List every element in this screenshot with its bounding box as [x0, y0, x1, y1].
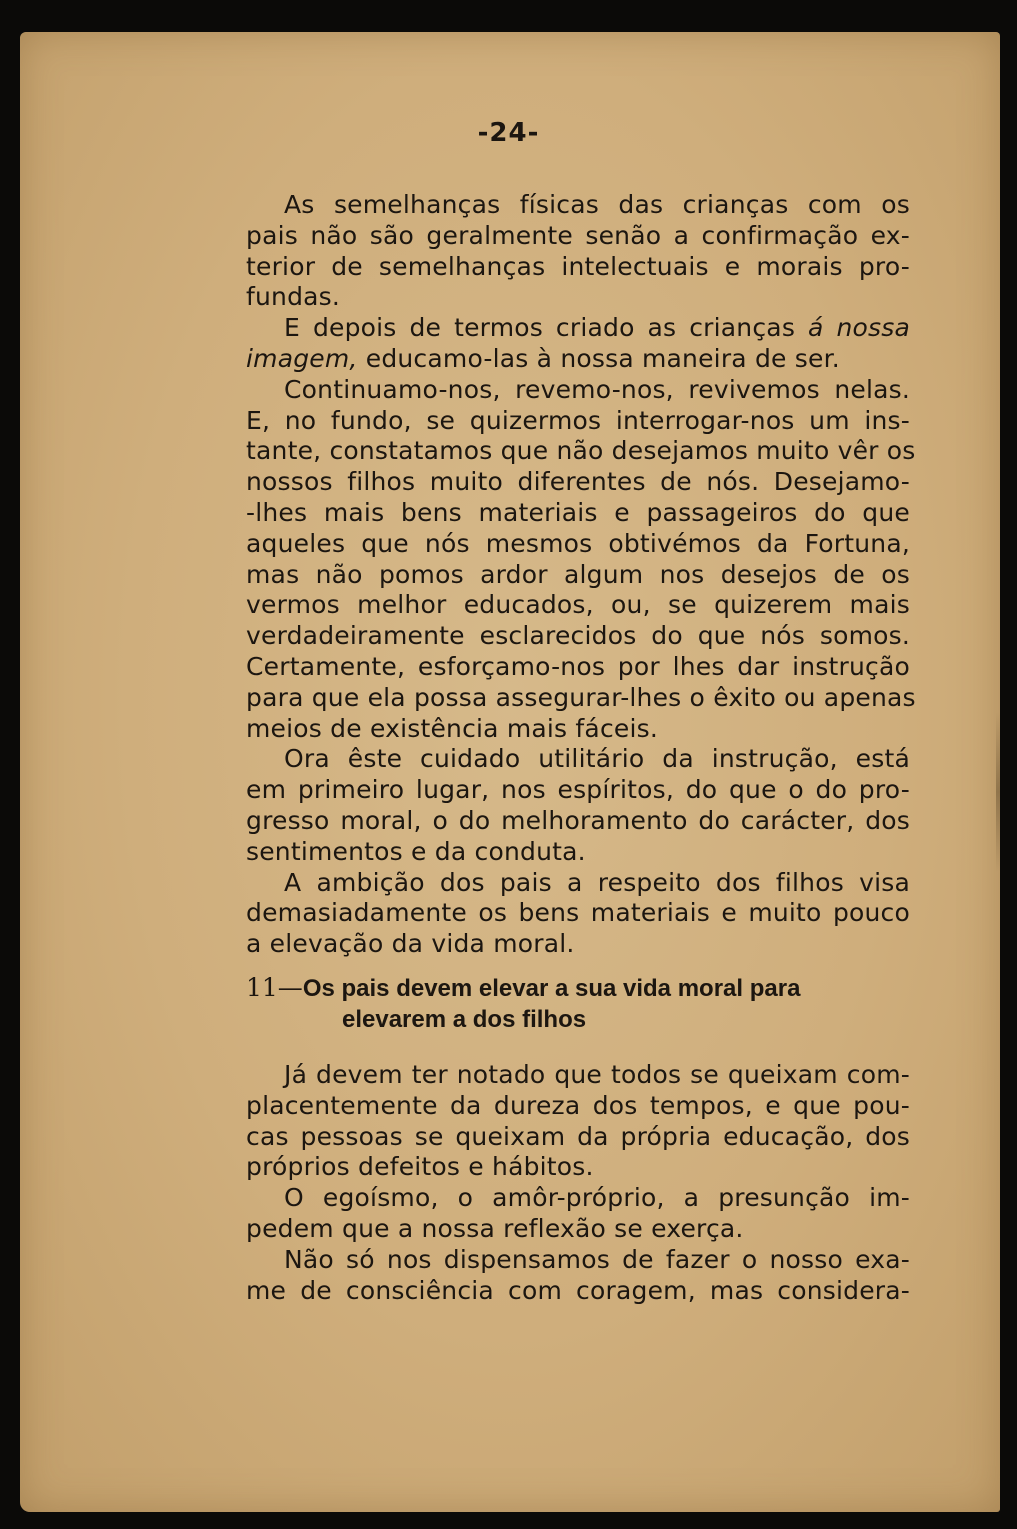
text-line: próprios defeitos e hábitos.: [246, 1152, 594, 1182]
text-line: A ambição dos pais a respeito dos filhos visa: [284, 867, 910, 897]
text-line: pais não são geralmente senão a confirmação ex-: [246, 220, 910, 250]
text-line: cas pessoas se queixam da própria educação, dos: [246, 1121, 910, 1151]
text-line: sentimentos e da conduta.: [246, 836, 586, 866]
italic-text: imagem,: [246, 343, 358, 373]
text-line: As semelhanças físicas das crianças com os: [284, 190, 910, 219]
text-line: Ora êste cuidado utilitário da instrução, está: [284, 744, 910, 774]
text-line: demasiadamente os bens materiais e muito pouco: [246, 898, 910, 928]
text-line: pedem que a nossa reflexão se exerça.: [246, 1213, 744, 1243]
page-number: -24-: [477, 118, 540, 148]
text-line: -lhes mais bens materiais e passageiros do que: [246, 497, 910, 527]
text-line: mas não pomos ardor algum nos desejos de os: [246, 559, 910, 589]
text-line: em primeiro lugar, nos espíritos, do que o do pro-: [246, 775, 910, 805]
text-line: verdadeiramente esclarecidos do que nós somos.: [246, 621, 910, 651]
text-line: vermos melhor educados, ou, se quizerem mais: [246, 590, 910, 620]
text-line: [246, 344, 910, 375]
text-line: nossos filhos muito diferentes de nós. Desejamo-: [246, 467, 910, 497]
text-line: [246, 313, 910, 344]
italic-text: á nossa: [808, 313, 910, 343]
text-line: E, no fundo, se quizermos interrogar-nos um ins-: [246, 405, 910, 435]
text-line: gresso moral, o do melhoramento do carácter, dos: [246, 805, 910, 835]
text-line: para que ela possa assegurar-lhes o êxito ou apenas: [246, 682, 916, 712]
text-segment: E depois de termos criado as crianças: [284, 313, 796, 343]
text-line: me de consciência com coragem, mas considera-: [246, 1275, 910, 1305]
text-line: terior de semelhanças intelectuais e morais pro-: [246, 251, 910, 281]
text-line: Não só nos dispensamos de fazer o nosso exa-: [284, 1244, 910, 1274]
text-line: meios de existência mais fáceis.: [246, 713, 658, 743]
body-text-bottom: [246, 1060, 910, 1306]
heading-text: Os pais devem elevar a sua vida moral para: [302, 975, 801, 1002]
page-edge-stain: [996, 712, 1000, 872]
heading-line: elevarem a dos filhos: [342, 1006, 587, 1033]
text-line: O egoísmo, o amôr-próprio, a presunção im-: [284, 1183, 910, 1213]
text-line: fundas.: [246, 282, 341, 312]
text-segment: educamo-las à nossa maneira de ser.: [365, 343, 840, 373]
heading-line: [246, 972, 912, 1004]
section-number: 11—: [246, 973, 303, 1002]
text-line: a elevação da vida moral.: [246, 929, 575, 959]
body-text-top: [246, 190, 916, 960]
text-line: Continuamo-nos, revemo-nos, revivemos nelas.: [284, 374, 910, 404]
text-line: aqueles que nós mesmos obtivémos da Fortuna,: [246, 528, 910, 558]
text-line: tante, constatamos que não desejamos muito vêr os: [246, 436, 916, 466]
text-line: Certamente, esforçamo-nos por lhes dar instrução: [246, 651, 910, 681]
text-line: placentemente da dureza dos tempos, e que pou-: [246, 1090, 910, 1120]
section-heading: [246, 972, 912, 1036]
text-line: Já devem ter notado que todos se queixam com-: [284, 1060, 910, 1089]
